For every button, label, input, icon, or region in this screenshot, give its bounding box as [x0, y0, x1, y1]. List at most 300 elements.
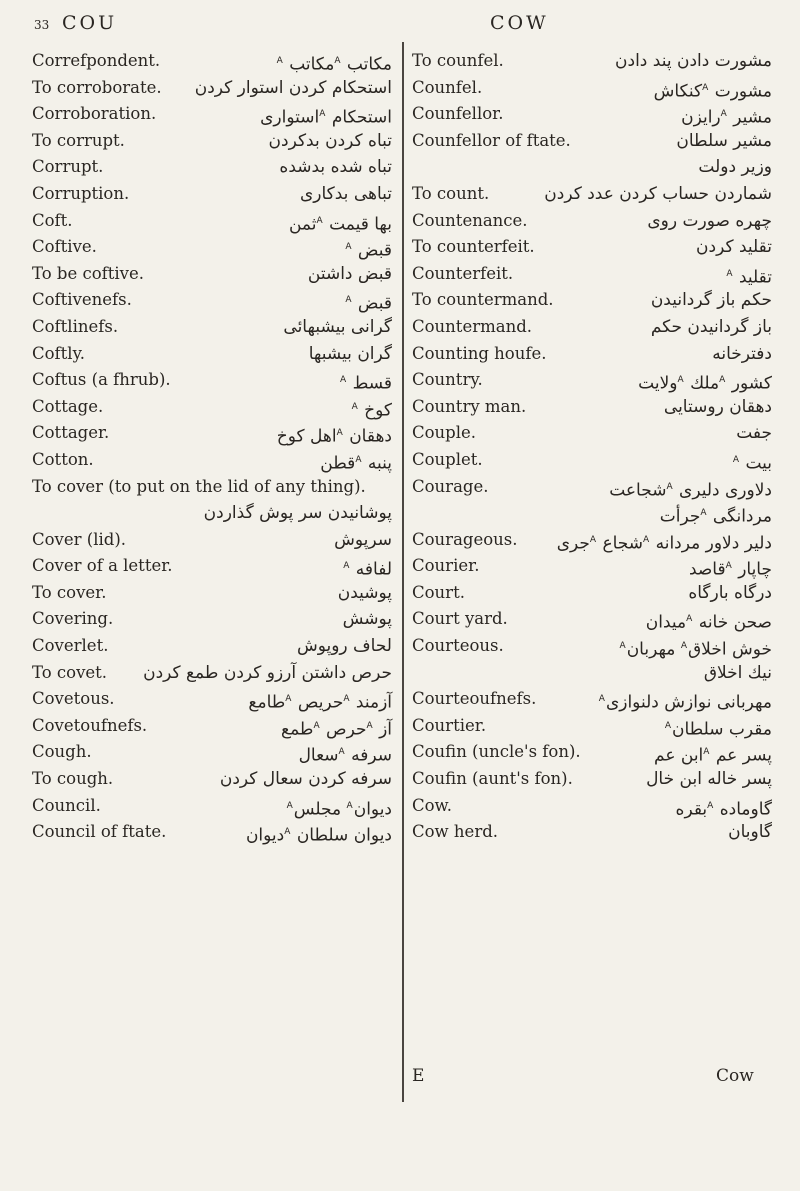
entry-translations — [688, 580, 772, 607]
translation-word: آرزو كردن — [223, 662, 297, 683]
entry-translations — [297, 633, 392, 660]
entry-translations — [736, 420, 772, 447]
entry-headword: Coftly. — [32, 343, 85, 363]
dictionary-entry — [32, 367, 392, 394]
entry-headword: Countenance. — [412, 210, 528, 230]
entry-headword: Counfel. — [412, 77, 483, 97]
dictionary-entry — [32, 686, 392, 713]
arabic-marker: A — [366, 720, 373, 731]
entry-headword: Coftivenefs. — [32, 290, 132, 310]
dictionary-entry — [32, 447, 392, 474]
arabic-marker: A — [285, 694, 292, 705]
dictionary-entry — [32, 766, 392, 793]
translation-word: مشورت دادن — [676, 51, 772, 71]
entry-headword: Couragеous. — [412, 529, 518, 549]
arabic-marker: A — [703, 747, 710, 758]
arabic-marker: A — [707, 800, 714, 811]
dictionary-entry — [32, 287, 392, 314]
translation-word: سرپوش — [334, 529, 392, 550]
translation-word: بدكارى — [299, 183, 349, 204]
entry-headword: To covet. — [32, 662, 108, 682]
entry-translations — [338, 580, 392, 607]
translation-word: گاوماده — [719, 799, 772, 820]
entry-headword: Courtier. — [412, 715, 487, 735]
translation-word: نوازش — [664, 692, 712, 713]
entry-headword: Covetoufnefs. — [32, 715, 148, 735]
entry-headword: Couple. — [412, 423, 477, 443]
dictionary-entry — [32, 500, 392, 527]
dictionary-entry — [412, 474, 772, 501]
translation-word: رايزن — [681, 107, 721, 128]
translation-word: درگاه — [734, 582, 772, 603]
translation-word: طامع — [248, 692, 286, 713]
arabic-marker: A — [345, 242, 352, 253]
entry-translations — [646, 766, 772, 793]
entry-translations — [309, 341, 392, 368]
translation-word: بدشده — [279, 157, 326, 178]
translation-word: ابن عم — [654, 746, 704, 767]
dictionary-entry — [412, 48, 772, 75]
translation-word: دهقان — [349, 426, 392, 447]
translation-word: قيمت — [329, 214, 369, 235]
dictionary-entry — [412, 633, 772, 660]
dictionary-entry — [412, 341, 772, 368]
translation-word: مشير سلطان — [676, 130, 772, 151]
translation-word: استوارى — [260, 107, 320, 128]
translation-word: اهل كوخ — [276, 426, 337, 447]
translation-word: مهربانى — [716, 692, 772, 713]
translation-word: ثمن — [288, 214, 317, 235]
entry-headword: Coftus (a fhrub). — [32, 370, 171, 390]
entry-headword: Cottager. — [32, 423, 110, 443]
entry-translations — [143, 660, 392, 687]
arabic-marker: A — [686, 614, 693, 625]
entry-translations — [343, 606, 392, 633]
dictionary-entry — [32, 606, 392, 633]
dictionary-entry — [412, 101, 772, 128]
entry-headword: Counterfeit. — [412, 263, 514, 283]
translation-word: پنبه — [367, 453, 392, 474]
dictionary-entry — [412, 766, 772, 793]
arabic-marker: A — [316, 215, 323, 226]
entry-headword: Covering. — [32, 609, 114, 629]
translation-word: حكم باز گردانيدن — [650, 290, 772, 311]
translation-word: تباه كردن — [325, 130, 392, 151]
translation-word: خوش اخلاق — [687, 639, 772, 660]
entry-headword: To be coftive. — [32, 263, 144, 283]
entry-translations — [615, 48, 772, 75]
translation-word: آزمند — [355, 692, 392, 713]
arabic-marker: A — [346, 800, 353, 811]
translation-word: جرأت — [659, 506, 701, 527]
entry-headword: To countermand. — [412, 290, 554, 310]
translation-word: تقليد كردن — [696, 237, 772, 258]
entry-headword: To counfel. — [412, 51, 504, 70]
entry-translations — [195, 75, 392, 102]
translation-word: لفافه — [355, 559, 392, 580]
translation-word: كوخ — [364, 400, 392, 421]
translation-word: گران — [357, 343, 392, 364]
dictionary-entry — [32, 633, 392, 660]
entry-headword: Counfellor. — [412, 104, 504, 124]
dictionary-entry — [32, 660, 392, 687]
translation-word: ابن خال — [646, 769, 702, 790]
translation-word: صورت — [682, 210, 730, 231]
dictionary-entry — [32, 420, 392, 447]
translation-word: پسر خاله — [707, 769, 772, 790]
entry-headword: Council. — [32, 795, 101, 815]
translation-word: تقليد — [738, 267, 772, 288]
entry-headword: Cottage. — [32, 396, 104, 416]
arabic-marker: A — [702, 82, 709, 93]
translation-word: طمع كردن — [143, 662, 219, 683]
entry-translations — [246, 819, 392, 849]
entry-headword: Coftive. — [32, 237, 97, 257]
translation-word: ديوان — [353, 799, 392, 820]
page-number: 33 — [34, 18, 50, 32]
translation-word: استحكام — [331, 107, 392, 128]
translation-word: آز — [379, 719, 392, 740]
entry-translations — [308, 261, 392, 288]
entry-headword: To cough. — [32, 769, 114, 789]
translation-word: گرانى — [350, 316, 392, 337]
entry-headword: Cover of a letter. — [32, 556, 173, 576]
translation-word: ولايت — [638, 373, 678, 394]
entry-headword: Correfpondent. — [32, 51, 161, 70]
dictionary-entry — [32, 48, 392, 75]
entry-translations — [279, 154, 392, 181]
entry-headword: To count. — [412, 183, 490, 203]
translation-word: روى — [647, 210, 678, 231]
entry-headword: To counterfeit. — [412, 237, 535, 257]
translation-word: باز گردانيدن حكم — [650, 316, 772, 337]
translation-word: حرص داشتن — [301, 662, 392, 683]
translation-word: سر پوش گذاردن — [203, 503, 323, 524]
translation-word: جرى — [556, 533, 590, 554]
translation-word: روستايى — [663, 396, 724, 417]
dictionary-entry — [412, 181, 772, 208]
dictionary-entry — [32, 154, 392, 181]
arabic-marker: A — [313, 720, 320, 731]
arabic-marker: A — [339, 375, 347, 386]
arabic-marker: A — [319, 109, 326, 120]
dictionary-entry — [412, 287, 772, 314]
entry-headword: Coufin (uncle's fon). — [412, 742, 581, 762]
arabic-marker: A — [343, 694, 350, 705]
dictionary-entry — [32, 101, 392, 128]
entry-headword: Corruption. — [32, 183, 130, 203]
dictionary-entry — [32, 527, 392, 554]
entry-translations — [651, 314, 772, 341]
translation-word: كشور — [731, 373, 772, 394]
translation-word: بها — [374, 214, 392, 235]
translation-word: قبض — [357, 294, 392, 314]
arabic-marker: A — [720, 109, 727, 120]
entry-headword: Cow herd. — [412, 822, 499, 842]
dictionary-entry — [32, 314, 392, 341]
translation-word: بدكردن — [268, 130, 320, 151]
right-guide-word: COW — [490, 12, 549, 34]
dictionary-entry — [32, 261, 392, 288]
entry-headword: Court yard. — [412, 609, 508, 629]
arabic-marker: A — [726, 268, 733, 279]
dictionary-entry — [412, 553, 772, 580]
entry-headword: Cow. — [412, 795, 452, 815]
dictionary-entry — [32, 739, 392, 766]
entry-translations — [300, 181, 392, 208]
arabic-marker: A — [643, 534, 650, 545]
entry-headword: Council of ftate. — [32, 822, 167, 842]
translation-word: كنكاش — [653, 81, 703, 102]
entry-translations — [220, 766, 392, 793]
translation-word: قاصد — [688, 559, 726, 580]
translation-word: مشورت — [714, 81, 772, 102]
dictionary-entry — [32, 553, 392, 580]
dictionary-entry — [412, 660, 772, 687]
translation-word: مقرب سلطان — [672, 719, 772, 740]
translation-word: شماردن — [714, 183, 772, 204]
translation-word: بارگاه — [688, 582, 729, 603]
arabic-marker: A — [286, 800, 293, 811]
dictionary-entry — [412, 75, 772, 102]
entry-headword: Coufin (aunt's fon). — [412, 769, 573, 789]
translation-word: نيك اخلاق — [703, 662, 772, 683]
dictionary-entry — [412, 420, 772, 447]
dictionary-entry — [32, 128, 392, 155]
dictionary-entry — [412, 819, 772, 846]
translation-word: پوشش — [342, 609, 392, 630]
dictionary-entry — [412, 686, 772, 713]
translation-word: سعال — [298, 746, 339, 767]
dictionary-entry — [32, 580, 392, 607]
translation-word: قبض — [357, 240, 392, 261]
entry-headword: Cover (lid). — [32, 529, 127, 549]
dictionary-entry — [412, 234, 772, 261]
translation-word: گاوبان — [728, 822, 772, 843]
dictionary-entry — [32, 234, 392, 261]
translation-word: روپوش — [296, 636, 348, 657]
entry-headword: To cover (to put on the lid of any thing). — [32, 476, 366, 496]
entry-headword: To cover. — [32, 582, 107, 602]
dictionary-entry — [412, 128, 772, 155]
dictionary-entry — [412, 713, 772, 740]
entry-headword: Coft. — [32, 210, 73, 230]
dictionary-entry — [412, 261, 772, 288]
entry-headword: Cotton. — [32, 449, 94, 469]
translation-word: چاپار — [738, 559, 772, 580]
arabic-marker: A — [680, 641, 687, 652]
entry-headword: To corroborate. — [32, 77, 162, 97]
dictionary-entry — [32, 819, 392, 846]
translation-word: قبض داشتن — [307, 263, 392, 284]
translation-word: پوشانيدن — [327, 503, 392, 524]
arabic-marker: A — [351, 401, 358, 412]
translation-word: مردانه — [655, 533, 701, 554]
entry-headword: Courteoufnefs. — [412, 689, 537, 709]
dictionary-entry — [412, 208, 772, 235]
entry-translations — [728, 819, 772, 846]
column-divider — [402, 42, 404, 1102]
translation-word: بقره — [675, 799, 708, 820]
translation-word: چهره — [735, 210, 772, 231]
arabic-marker: A — [338, 747, 345, 758]
translation-word: حساب كردن — [619, 183, 710, 204]
arabic-marker: A — [334, 56, 341, 66]
arabic-marker: A — [276, 56, 283, 66]
entry-headword: Cough. — [32, 742, 92, 762]
dictionary-entry — [32, 394, 392, 421]
arabic-marker: A — [284, 827, 291, 838]
dictionary-entry — [32, 181, 392, 208]
left-guide-word: COU — [62, 12, 118, 34]
entry-translations — [544, 181, 772, 208]
signature-mark: E — [412, 1066, 425, 1086]
entry-translations — [704, 660, 772, 687]
arabic-marker: A — [664, 720, 672, 731]
translation-word: مجلس — [293, 799, 342, 820]
entry-translations — [696, 234, 772, 261]
translation-word: دلاورى — [725, 480, 772, 501]
entry-headword: Counting houfe. — [412, 343, 547, 363]
dictionary-entry — [412, 500, 772, 527]
arabic-marker: A — [336, 428, 343, 439]
translation-word: عدد كردن — [544, 183, 614, 204]
arabic-marker: A — [725, 561, 732, 572]
translation-word: بيشبها — [308, 343, 352, 364]
entry-translations — [334, 527, 392, 554]
entry-translations — [664, 394, 772, 421]
entry-headword: Couplet. — [412, 449, 483, 469]
arabic-marker: A — [598, 694, 605, 705]
entry-translations — [647, 208, 772, 235]
arabic-marker: A — [355, 454, 362, 465]
translation-word: لحاف — [353, 636, 392, 657]
entry-headword: Court. — [412, 582, 465, 602]
translation-word: مردانگى — [712, 506, 772, 527]
dictionary-entry — [412, 527, 772, 554]
translation-word: ميدان — [645, 613, 687, 634]
translation-word: وزير دولت — [698, 157, 772, 178]
translation-word: قطن — [320, 453, 356, 474]
translation-word: مكاتب — [346, 54, 392, 75]
translation-word: استوار كردن — [194, 77, 284, 98]
translation-word: دفترخانه — [712, 343, 772, 364]
dictionary-entry — [32, 713, 392, 740]
translation-word: طمع — [281, 719, 314, 740]
entry-translations — [204, 500, 392, 527]
entry-translations — [651, 287, 772, 314]
entry-translations — [283, 314, 392, 341]
entry-translations — [698, 154, 772, 181]
dictionary-entry — [412, 793, 772, 820]
right-column — [412, 48, 772, 846]
entry-translations — [712, 341, 772, 368]
catchword: Cow — [716, 1066, 754, 1086]
translation-word: سعال كردن — [219, 769, 303, 790]
translation-word: ديوان — [245, 825, 285, 846]
entry-headword: Country. — [412, 370, 483, 390]
translation-word: دهقان — [729, 396, 772, 417]
dictionary-entry — [412, 154, 772, 181]
entry-headword: Corroboration. — [32, 104, 157, 124]
translation-word: دلير — [744, 533, 772, 554]
arabic-marker: A — [677, 375, 684, 386]
translation-word: مشير — [733, 107, 772, 128]
entry-headword: Country man. — [412, 396, 527, 416]
translation-word: شجاع — [602, 533, 644, 554]
dictionary-entry — [412, 314, 772, 341]
translation-word: استحكام كردن — [288, 77, 392, 98]
dictionary-entry — [32, 793, 392, 820]
translation-word: حرص — [326, 719, 367, 740]
entry-headword: Courteous. — [412, 636, 504, 656]
dictionary-entry — [412, 367, 772, 394]
dictionary-entry — [32, 208, 392, 235]
translation-word: تباه شده — [330, 157, 392, 178]
translation-word: قسط — [352, 373, 392, 394]
left-column — [32, 48, 392, 846]
arabic-marker: A — [666, 481, 673, 492]
translation-word: شجاعت — [609, 480, 667, 501]
translation-word: دليرى — [679, 480, 720, 501]
entry-headword: Corrupt. — [32, 157, 104, 177]
entry-headword: Counfellor of ftate. — [412, 130, 571, 150]
dictionary-entry — [32, 75, 392, 102]
entry-translations — [269, 128, 392, 155]
translation-word: پسر عم — [715, 746, 772, 767]
dictionary-entry — [412, 447, 772, 474]
translation-word: پند دادن — [615, 51, 672, 71]
entry-headword: Coftlinefs. — [32, 316, 119, 336]
arabic-marker: A — [589, 534, 597, 545]
translation-word: صحن خانه — [698, 613, 772, 634]
translation-word: سرفه كردن — [308, 769, 392, 790]
arabic-marker: A — [345, 295, 352, 306]
entry-headword: Courier. — [412, 556, 480, 576]
arabic-marker: A — [619, 641, 626, 652]
dictionary-entry — [412, 580, 772, 607]
dictionary-entry — [412, 739, 772, 766]
translation-word: تباهى — [353, 183, 392, 204]
translation-word: پوشيدن — [337, 582, 392, 603]
translation-word: ديوان سلطان — [296, 825, 392, 846]
entry-headword: Coverlet. — [32, 636, 109, 656]
translation-word: دلنوازى — [605, 692, 659, 713]
translation-word: ملك — [690, 373, 720, 394]
entry-headword: Countermand. — [412, 316, 533, 336]
translation-word: بيت — [745, 453, 772, 474]
arabic-marker: A — [719, 375, 726, 386]
arabic-marker: A — [700, 508, 707, 519]
entry-headword: Courage. — [412, 476, 489, 496]
dictionary-entry — [412, 606, 772, 633]
translation-word: مكاتب — [289, 54, 335, 75]
translation-word: مهربان — [626, 639, 676, 660]
translation-word: بيشبهائى — [283, 316, 346, 337]
entry-headword: To corrupt. — [32, 130, 125, 150]
translation-word: حريص — [297, 692, 344, 713]
translation-word: دلاور — [705, 533, 740, 554]
arabic-marker: A — [732, 454, 740, 465]
dictionary-entry — [32, 341, 392, 368]
entry-headword: Covetous. — [32, 689, 115, 709]
arabic-marker: A — [343, 561, 350, 572]
translation-word: جفت — [736, 423, 772, 444]
entry-translations — [676, 128, 772, 155]
dictionary-entry — [32, 474, 392, 501]
dictionary-entry — [412, 394, 772, 421]
translation-word: سرفه — [351, 746, 392, 767]
